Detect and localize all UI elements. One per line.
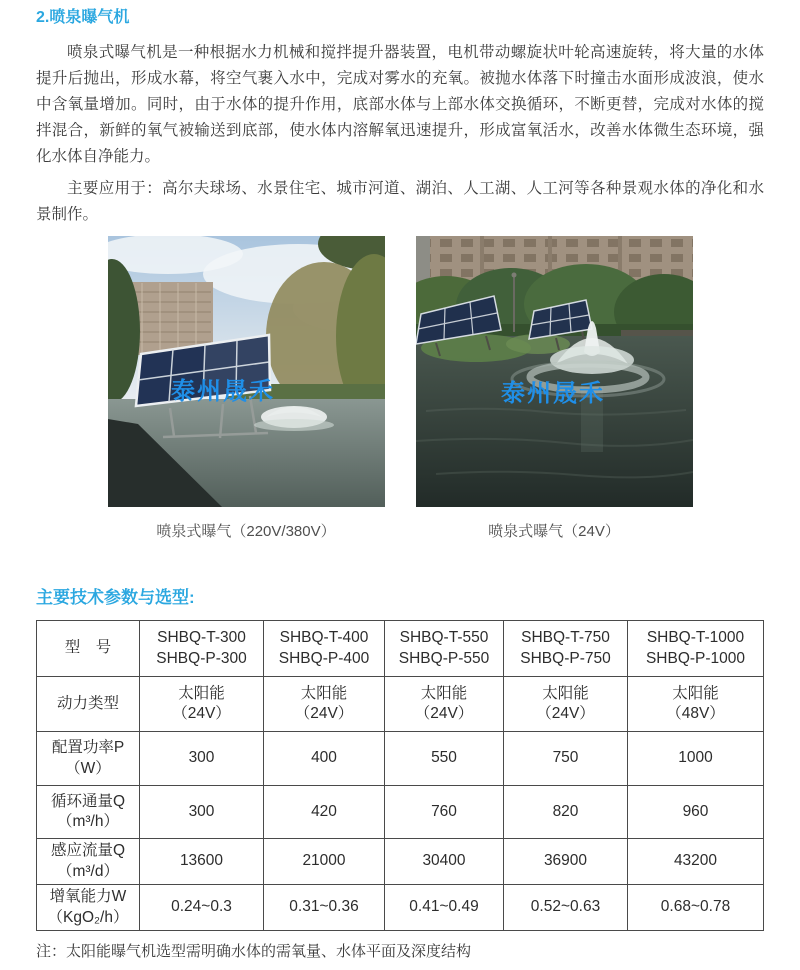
intro-paragraph-1: 喷泉式曝气机是一种根据水力机械和搅拌提升器装置，电机带动螺旋状叶轮高速旋转，将大量的水体提升后抛出，形成水幕，将空气裹入水中，完成对雾水的充氧。被抛水体落下时撞击水面形成波浪，使水中含氧量增加。同时，由于水体的提升作用，底部水体与上部水体交换循环，不断更替，完成对水体的搅拌混合，新鲜的氧气被输送到底部，使水体内溶解氧迅速提升，形成富氧活水，改善水体微生态环境，强化水体自净能力。 <box>36 44 764 165</box>
photo-captions <box>36 522 764 541</box>
table-cell: 太阳能 （24V） <box>140 677 264 732</box>
watermark-text: 泰州晟禾 <box>500 380 605 407</box>
table-cell: 0.68~0.78 <box>628 885 764 931</box>
table-cell: 300 <box>140 732 264 786</box>
left-photo <box>108 236 385 507</box>
model-label-cell: 型 号 <box>37 621 140 677</box>
specs-table <box>36 620 764 931</box>
watermark-text: 泰州晟禾 <box>170 378 275 405</box>
table-cell: 750 <box>504 732 628 786</box>
right-photo <box>416 236 693 507</box>
table-cell: 36900 <box>504 839 628 885</box>
row-label-cell: 循环通量Q （m³/h） <box>37 786 140 839</box>
row-label-cell: 动力类型 <box>37 677 140 732</box>
intro-paragraph-2: 主要应用于：高尔夫球场、水景住宅、城市河道、湖泊、人工湖、人工河等各种景观水体的净化和水景制作。 <box>36 180 764 223</box>
model-column-header: SHBQ-T-400 SHBQ-P-400 <box>264 621 385 677</box>
model-column-header: SHBQ-T-550 SHBQ-P-550 <box>385 621 504 677</box>
specs-section-title: 主要技术参数与选型: <box>36 588 195 607</box>
table-row <box>37 732 764 786</box>
table-row <box>37 839 764 885</box>
row-label-cell: 增氧能力W （KgO₂/h） <box>37 885 140 931</box>
table-cell: 太阳能 （24V） <box>264 677 385 732</box>
table-cell: 550 <box>385 732 504 786</box>
photo-caption-left: 喷泉式曝气（220V/380V） <box>156 523 336 540</box>
table-cell: 820 <box>504 786 628 839</box>
model-column-header: SHBQ-T-1000 SHBQ-P-1000 <box>628 621 764 677</box>
footnote-text: 注：太阳能曝气机选型需明确水体的需氧量、水体平面及深度结构 <box>36 943 472 960</box>
model-column-header: SHBQ-T-300 SHBQ-P-300 <box>140 621 264 677</box>
table-cell: 太阳能 （24V） <box>504 677 628 732</box>
table-cell: 太阳能 （24V） <box>385 677 504 732</box>
photo-row <box>36 236 764 507</box>
row-label-cell: 配置功率P （W） <box>37 732 140 786</box>
table-cell: 300 <box>140 786 264 839</box>
table-row <box>37 677 764 732</box>
table-cell: 太阳能 （48V） <box>628 677 764 732</box>
model-column-header: SHBQ-T-750 SHBQ-P-750 <box>504 621 628 677</box>
table-row <box>37 885 764 931</box>
table-cell: 420 <box>264 786 385 839</box>
document-content <box>0 8 800 961</box>
photo-caption-right: 喷泉式曝气（24V） <box>488 523 620 540</box>
row-label-cell: 感应流量Q （m³/d） <box>37 839 140 885</box>
left-photo-illustration <box>108 236 385 507</box>
table-cell: 760 <box>385 786 504 839</box>
table-cell: 0.24~0.3 <box>140 885 264 931</box>
table-cell: 30400 <box>385 839 504 885</box>
table-cell: 0.31~0.36 <box>264 885 385 931</box>
table-cell: 0.52~0.63 <box>504 885 628 931</box>
table-cell: 400 <box>264 732 385 786</box>
right-photo-illustration <box>416 236 693 507</box>
table-cell: 21000 <box>264 839 385 885</box>
table-cell: 13600 <box>140 839 264 885</box>
section-title: 2.喷泉曝气机 <box>36 9 130 26</box>
table-row <box>37 786 764 839</box>
table-cell: 43200 <box>628 839 764 885</box>
table-header-row <box>37 621 764 677</box>
table-cell: 1000 <box>628 732 764 786</box>
table-cell: 960 <box>628 786 764 839</box>
table-cell: 0.41~0.49 <box>385 885 504 931</box>
